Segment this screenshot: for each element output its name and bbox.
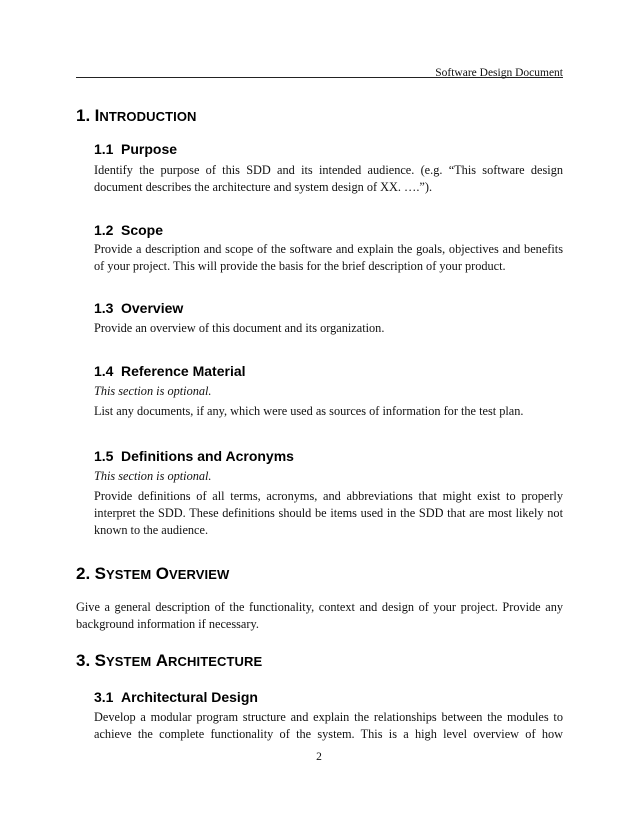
subsection-number: 3.1	[94, 689, 114, 705]
subsection-title: Purpose	[121, 141, 178, 157]
section-heading-system-overview	[76, 564, 229, 584]
section-title-initial: S	[94, 651, 106, 670]
subsection-number: 1.1	[94, 141, 114, 157]
section-title-initial: I	[94, 106, 100, 125]
purpose-paragraph: Identify the purpose of this SDD and its intended audience. (e.g. “This software design document describes the architecture and system design of XX. ….”).	[94, 163, 563, 194]
section-title-rest: RCHITECTURE	[168, 654, 263, 669]
section-title-initial: O	[155, 564, 169, 583]
header-title: Software Design Document	[435, 67, 563, 79]
overview-paragraph: Provide an overview of this document and its organization.	[94, 321, 385, 335]
subsection-title: Reference Material	[121, 363, 246, 379]
section-title-initial: A	[155, 651, 169, 670]
section-number: 1.	[76, 106, 91, 125]
subsection-title: Definitions and Acronyms	[121, 448, 294, 464]
subsection-heading-definitions	[94, 448, 294, 464]
reference-optional-note: This section is optional.	[94, 384, 212, 398]
page-number: 2	[316, 751, 322, 763]
section-number: 3.	[76, 651, 91, 670]
section-title-rest: YSTEM	[105, 567, 152, 582]
subsection-heading-reference-material	[94, 363, 246, 379]
section-title-rest: NTRODUCTION	[99, 109, 197, 124]
subsection-number: 1.5	[94, 448, 114, 464]
section-number: 2.	[76, 564, 91, 583]
section-heading-system-architecture	[76, 651, 262, 671]
subsection-heading-scope	[94, 222, 163, 238]
section-title-initial: S	[94, 564, 106, 583]
system-overview-paragraph: Give a general description of the functionality, context and design of your project. Provide any background information if necessary.	[76, 600, 563, 631]
subsection-number: 1.2	[94, 222, 114, 238]
subsection-heading-overview	[94, 300, 183, 316]
subsection-title: Overview	[121, 300, 184, 316]
scope-paragraph: Provide a description and scope of the software and explain the goals, objectives and benefits of your project. This will provide the basis for the brief description of your product.	[94, 242, 563, 273]
section-title-rest: YSTEM	[105, 654, 152, 669]
definitions-paragraph: Provide definitions of all terms, acronyms, and abbreviations that might exist to properly interpret the SDD. These definitions should be items used in the SDD that are most likely not known to the audience.	[94, 489, 563, 537]
subsection-number: 1.3	[94, 300, 114, 316]
header-rule	[76, 77, 563, 78]
reference-paragraph: List any documents, if any, which were used as sources of information for the test plan.	[94, 404, 524, 418]
definitions-optional-note: This section is optional.	[94, 469, 212, 483]
architectural-design-paragraph: Develop a modular program structure and explain the relationships between the modules to achieve the complete functionality of the system. This is a high level overview of how	[94, 710, 563, 741]
subsection-heading-architectural-design	[94, 689, 258, 705]
subsection-title: Architectural Design	[121, 689, 258, 705]
section-title-rest: VERVIEW	[168, 567, 230, 582]
subsection-title: Scope	[121, 222, 164, 238]
subsection-number: 1.4	[94, 363, 114, 379]
section-heading-introduction	[76, 106, 197, 126]
subsection-heading-purpose	[94, 141, 177, 157]
